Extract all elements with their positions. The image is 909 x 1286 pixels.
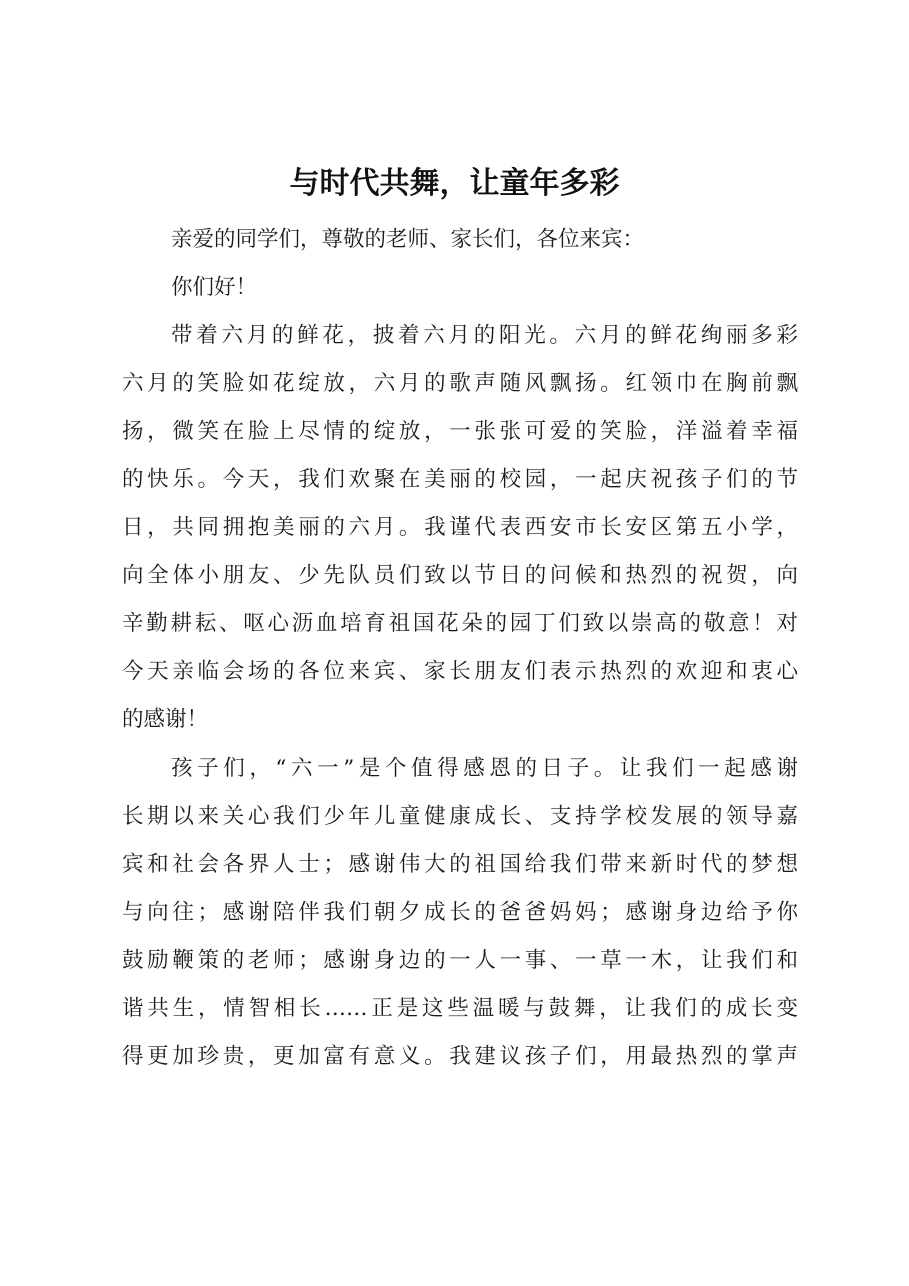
- paragraph-line: 的快乐。今天，我们欢聚在美丽的校园，一起庆祝孩子们的节: [122, 467, 798, 492]
- paragraph-line: 的感谢！: [122, 707, 209, 732]
- paragraph-line: 今天亲临会场的各位来宾、家长朋友们表示热烈的欢迎和衷心: [122, 659, 798, 684]
- paragraph-line: 日，共同拥抱美丽的六月。我谨代表西安市长安区第五小学，: [122, 515, 798, 540]
- paragraph-line: 谐共生，情智相长……正是这些温暖与鼓舞，让我们的成长变: [122, 996, 798, 1021]
- paragraph-line: 向全体小朋友、少先队员们致以节日的问候和热烈的祝贺，向: [122, 563, 798, 588]
- paragraph-line: 宾和社会各界人士；感谢伟大的祖国给我们带来新时代的梦想: [122, 852, 798, 877]
- paragraph-line: 鼓励鞭策的老师；感谢身边的一人一事、一草一木，让我们和: [122, 948, 798, 973]
- paragraph-line: 长期以来关心我们少年儿童健康成长、支持学校发展的领导嘉: [122, 804, 798, 829]
- paragraph-line: 与向往；感谢陪伴我们朝夕成长的爸爸妈妈；感谢身边给予你: [122, 900, 798, 925]
- paragraph-line: 六月的笑脸如花绽放，六月的歌声随风飘扬。红领巾在胸前飘: [122, 371, 798, 396]
- paragraph-line: 你们好！: [171, 275, 258, 300]
- document-title: 与时代共舞，让童年多彩: [289, 166, 620, 201]
- paragraph-line: 扬，微笑在脸上尽情的绽放，一张张可爱的笑脸，洋溢着幸福: [122, 419, 798, 444]
- paragraph-line: 孩子们，“六一”是个值得感恩的日子。让我们一起感谢: [171, 756, 798, 781]
- paragraph-line: 亲爱的同学们，尊敬的老师、家长们，各位来宾：: [171, 227, 645, 252]
- paragraph-line: 得更加珍贵，更加富有意义。我建议孩子们，用最热烈的掌声: [122, 1044, 798, 1069]
- paragraph-line: 辛勤耕耘、呕心沥血培育祖国花朵的园丁们致以崇高的敬意！对: [122, 611, 798, 636]
- paragraph-line: 带着六月的鲜花，披着六月的阳光。六月的鲜花绚丽多彩: [171, 323, 798, 348]
